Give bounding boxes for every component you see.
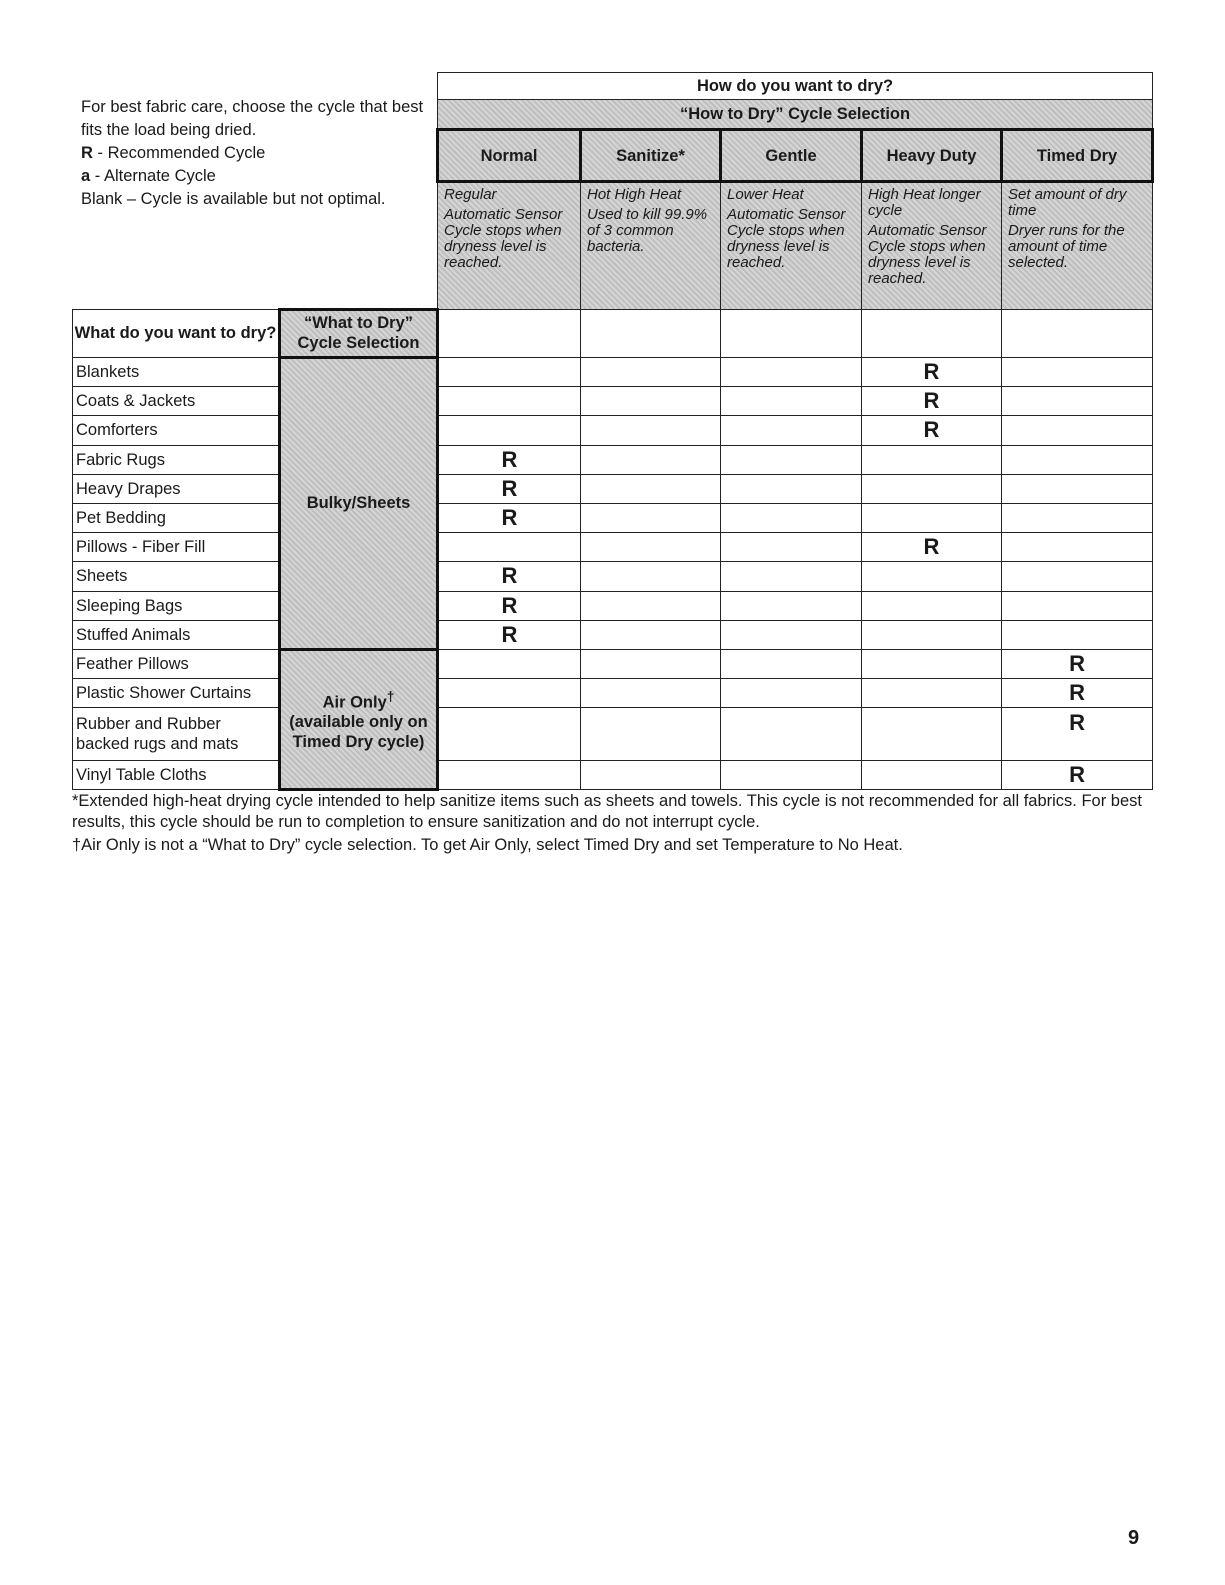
- header-subtitle: “How to Dry” Cycle Selection: [438, 100, 1153, 130]
- item-label: Sleeping Bags: [73, 591, 280, 620]
- group-header: “What to Dry” Cycle Selection: [280, 309, 438, 357]
- cycle-desc-sanitize: Hot High Heat Used to kill 99.9% of 3 common bacteria.: [581, 181, 721, 309]
- air-only-dagger: †: [386, 688, 395, 704]
- footnotes: [72, 791, 1152, 858]
- page-number: 9: [1128, 1527, 1140, 1549]
- legend-blank: Blank – Cycle is available but not optimal.: [81, 190, 386, 208]
- item-label: Sheets: [73, 562, 280, 591]
- mark-recommended: R: [1002, 760, 1153, 789]
- mark-recommended: R: [1002, 708, 1153, 760]
- cycle-desc-normal: Regular Automatic Sensor Cycle stops when dryness level is reached.: [438, 181, 581, 309]
- mark-recommended: R: [1002, 649, 1153, 678]
- item-label: Plastic Shower Curtains: [73, 679, 280, 708]
- header-title: How do you want to dry?: [438, 73, 1153, 100]
- footnote-air-only: †Air Only is not a “What to Dry” cycle selection. To get Air Only, select Timed Dry and set Temperature to No Heat.: [72, 836, 903, 854]
- mark-recommended: R: [438, 620, 581, 649]
- item-label: Pillows - Fiber Fill: [73, 533, 280, 562]
- legend-a-key: a: [81, 167, 91, 185]
- air-only-note: (available only on Timed Dry cycle): [289, 713, 428, 752]
- mark-recommended: R: [438, 591, 581, 620]
- air-only-title: Air Only: [322, 693, 387, 712]
- mark-recommended: R: [438, 562, 581, 591]
- cycle-desc-heavy-duty: High Heat longer cycle Automatic Sensor Cycle stops when dryness level is reached.: [862, 181, 1002, 309]
- item-label: Blankets: [73, 357, 280, 386]
- item-label: Stuffed Animals: [73, 620, 280, 649]
- item-label: Coats & Jackets: [73, 387, 280, 416]
- cycle-selection-table: [72, 72, 1154, 791]
- cycle-gentle: Gentle: [721, 130, 862, 181]
- group-air-only: [280, 649, 438, 789]
- cycle-desc-timed-dry: Set amount of dry time Dryer runs for the amount of time selected.: [1002, 181, 1153, 309]
- item-label: Heavy Drapes: [73, 474, 280, 503]
- group-bulky-sheets: Bulky/Sheets: [280, 357, 438, 649]
- legend-a-text: - Alternate Cycle: [90, 167, 216, 185]
- legend-intro: For best fabric care, choose the cycle that best fits the load being dried.: [81, 98, 424, 139]
- mark-recommended: R: [438, 474, 581, 503]
- mark-recommended: R: [862, 533, 1002, 562]
- cycle-sanitize: Sanitize*: [581, 130, 721, 181]
- items-header: What do you want to dry?: [73, 309, 280, 357]
- mark-recommended: R: [438, 503, 581, 532]
- item-label: Vinyl Table Cloths: [73, 760, 280, 789]
- mark-recommended: R: [862, 387, 1002, 416]
- cycle-desc-gentle: Lower Heat Automatic Sensor Cycle stops when dryness level is reached.: [721, 181, 862, 309]
- legend-r-text: - Recommended Cycle: [92, 144, 266, 162]
- item-label: Fabric Rugs: [73, 445, 280, 474]
- item-label: Feather Pillows: [73, 649, 280, 678]
- footnote-sanitize: *Extended high-heat drying cycle intended to help sanitize items such as sheets and towels. This cycle is not recommended for all fabrics. For best results, this cycle should be run to completion to ensure sanitization and do not interrupt cycle.: [72, 792, 1142, 831]
- cycle-normal: Normal: [438, 130, 581, 181]
- mark-recommended: R: [862, 357, 1002, 386]
- mark-recommended: R: [438, 445, 581, 474]
- cycle-timed-dry: Timed Dry: [1002, 130, 1153, 181]
- legend-r-key: R: [81, 144, 93, 162]
- item-label: Pet Bedding: [73, 503, 280, 532]
- mark-recommended: R: [1002, 679, 1153, 708]
- cycle-heavy-duty: Heavy Duty: [862, 130, 1002, 181]
- item-label: Rubber and Rubber backed rugs and mats: [73, 708, 280, 760]
- mark-recommended: R: [862, 416, 1002, 445]
- item-label: Comforters: [73, 416, 280, 445]
